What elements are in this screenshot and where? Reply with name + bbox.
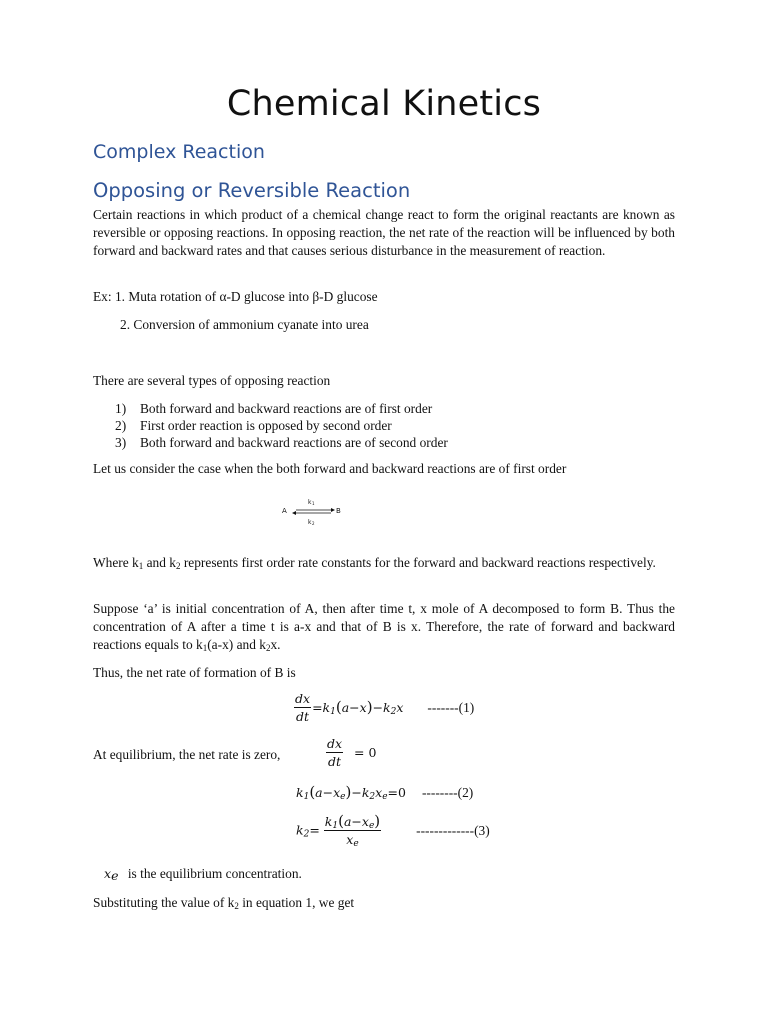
subscript: e xyxy=(368,821,375,831)
subscript: 2 xyxy=(265,643,271,653)
equation-number: --------(2) xyxy=(421,785,474,800)
fraction-numerator: $k_1(a-x_e)$ xyxy=(324,812,381,831)
text-run: (a-x) and k xyxy=(207,637,266,652)
list-item-text: Both forward and backward reactions are of second order xyxy=(140,435,448,450)
heading-opposing-reaction: Opposing or Reversible Reaction xyxy=(93,179,411,202)
scheme-k2-label: k xyxy=(308,519,312,526)
subscript: 2 xyxy=(234,901,239,911)
eq-term: k xyxy=(296,785,304,800)
example-1: Ex: 1. Muta rotation of α-D glucose into β-D glucose xyxy=(93,289,378,304)
scheme-k1-label: k xyxy=(308,499,312,506)
backward-arrowhead xyxy=(292,511,296,515)
scheme-k1-sub: 1 xyxy=(312,501,315,506)
subscript: e xyxy=(111,868,119,883)
subscript: 2 xyxy=(303,829,310,840)
subscript: 2 xyxy=(390,707,397,717)
text-run: in equation 1, we get xyxy=(238,895,355,910)
eq-rhs: =0 xyxy=(387,785,406,800)
fraction-denominator: dt xyxy=(328,754,342,769)
list-item xyxy=(115,400,448,417)
subscript: 1 xyxy=(138,561,144,571)
text-run: represents first order rate constants for the forward and backward reactions respectively. xyxy=(180,555,656,570)
subscript: 2 xyxy=(175,561,181,571)
intro-paragraph: Certain reactions in which product of a chemical change react to form the original reactants are known as reversible or opposing reactions. In opposing reaction, the net rate of the reaction will be influenced by both forward and backward rates and that causes serious disturbance in the measurement of reaction. xyxy=(93,207,675,258)
reaction-scheme xyxy=(276,494,366,530)
eq-term: k xyxy=(296,822,304,838)
eq-term: =k xyxy=(312,700,331,715)
subscript: e xyxy=(382,792,388,802)
text-run: Substituting the value of k xyxy=(93,895,235,910)
equilibrium-line: At equilibrium, the net rate is zero, xyxy=(93,747,281,762)
equation-number: -------------(3) xyxy=(416,822,490,838)
example-2: 2. Conversion of ammonium cyanate into urea xyxy=(120,317,369,332)
document-title: Chemical Kinetics xyxy=(226,84,542,124)
eq-term: x xyxy=(346,832,354,847)
k2-fraction xyxy=(324,814,381,848)
list-item-number: 2) xyxy=(115,418,127,433)
subscript: e xyxy=(340,792,346,802)
net-rate-line: Thus, the net rate of formation of B is xyxy=(93,665,296,680)
types-intro: There are several types of opposing reaction xyxy=(93,373,331,388)
equation-2: $k_1(a-x_e)-k_2x_e=0$ --------(2) xyxy=(296,783,474,802)
subscript: 1 xyxy=(332,821,339,831)
fraction-denominator xyxy=(324,831,381,848)
text-run: is the equilibrium concentration. xyxy=(127,866,302,881)
subscript: 2 xyxy=(369,792,376,802)
list-item xyxy=(115,434,448,451)
equation-number: -------(1) xyxy=(427,700,475,715)
list-item-text: First order reaction is opposed by second order xyxy=(140,418,392,433)
eq-rhs: = 0 xyxy=(354,745,377,760)
text-run: and k xyxy=(143,555,176,570)
text-run: Suppose ‘a’ is initial concentration of A, then after time t, x mole of A decomposed to form B. Thus the concentration of A after a time t is a-x and that of B is x. Therefore, the rate of forward and backward reactions equals to k xyxy=(93,601,675,652)
where-paragraph xyxy=(93,554,675,572)
fraction-denominator: dt xyxy=(296,709,310,724)
case-line: Let us consider the case when the both forward and backward reactions are of first order xyxy=(93,461,567,476)
scheme-product: B xyxy=(336,507,341,515)
text-run: Where k xyxy=(93,555,139,570)
equation-1: $\frac{dx}{dt}$ $=k_1(a-x)-k_2x$ -------(1) xyxy=(295,691,475,724)
eq-term: a−x xyxy=(315,785,341,800)
list-item-number: 3) xyxy=(115,435,127,450)
subscript: 1 xyxy=(303,792,310,802)
suppose-paragraph xyxy=(93,600,675,654)
heading-complex-reaction: Complex Reaction xyxy=(93,141,265,163)
list-item xyxy=(115,417,448,434)
subscript: e xyxy=(353,839,359,849)
eq-term: x xyxy=(375,785,383,800)
subscript: 1 xyxy=(330,707,336,717)
fraction-numerator: dx xyxy=(295,691,311,706)
eq-term: x xyxy=(104,866,112,881)
eq-term: a−x xyxy=(343,814,369,829)
eq-term: a−x xyxy=(341,700,367,715)
subscript: 1 xyxy=(202,643,208,653)
list-item-number: 1) xyxy=(115,401,127,416)
text-run: x. xyxy=(270,637,281,652)
list-item-text: Both forward and backward reactions are of first order xyxy=(140,401,433,416)
fraction-numerator: dx xyxy=(327,736,343,751)
derivative-fraction xyxy=(294,692,311,725)
xe-line xyxy=(104,865,302,883)
scheme-k2-sub: 2 xyxy=(312,521,315,526)
eq-term: k xyxy=(324,814,333,829)
equation-3 xyxy=(296,814,490,848)
types-list xyxy=(115,400,448,451)
eq-term: −k xyxy=(351,785,370,800)
derivative-fraction xyxy=(326,737,343,770)
scheme-reactant: A xyxy=(282,507,287,515)
eq-equals: = xyxy=(309,822,320,838)
eq-term: −k xyxy=(372,700,391,715)
forward-arrowhead xyxy=(331,508,335,512)
eq-term: x xyxy=(396,700,404,715)
equation-zero xyxy=(326,737,376,770)
substitute-line xyxy=(93,894,354,912)
